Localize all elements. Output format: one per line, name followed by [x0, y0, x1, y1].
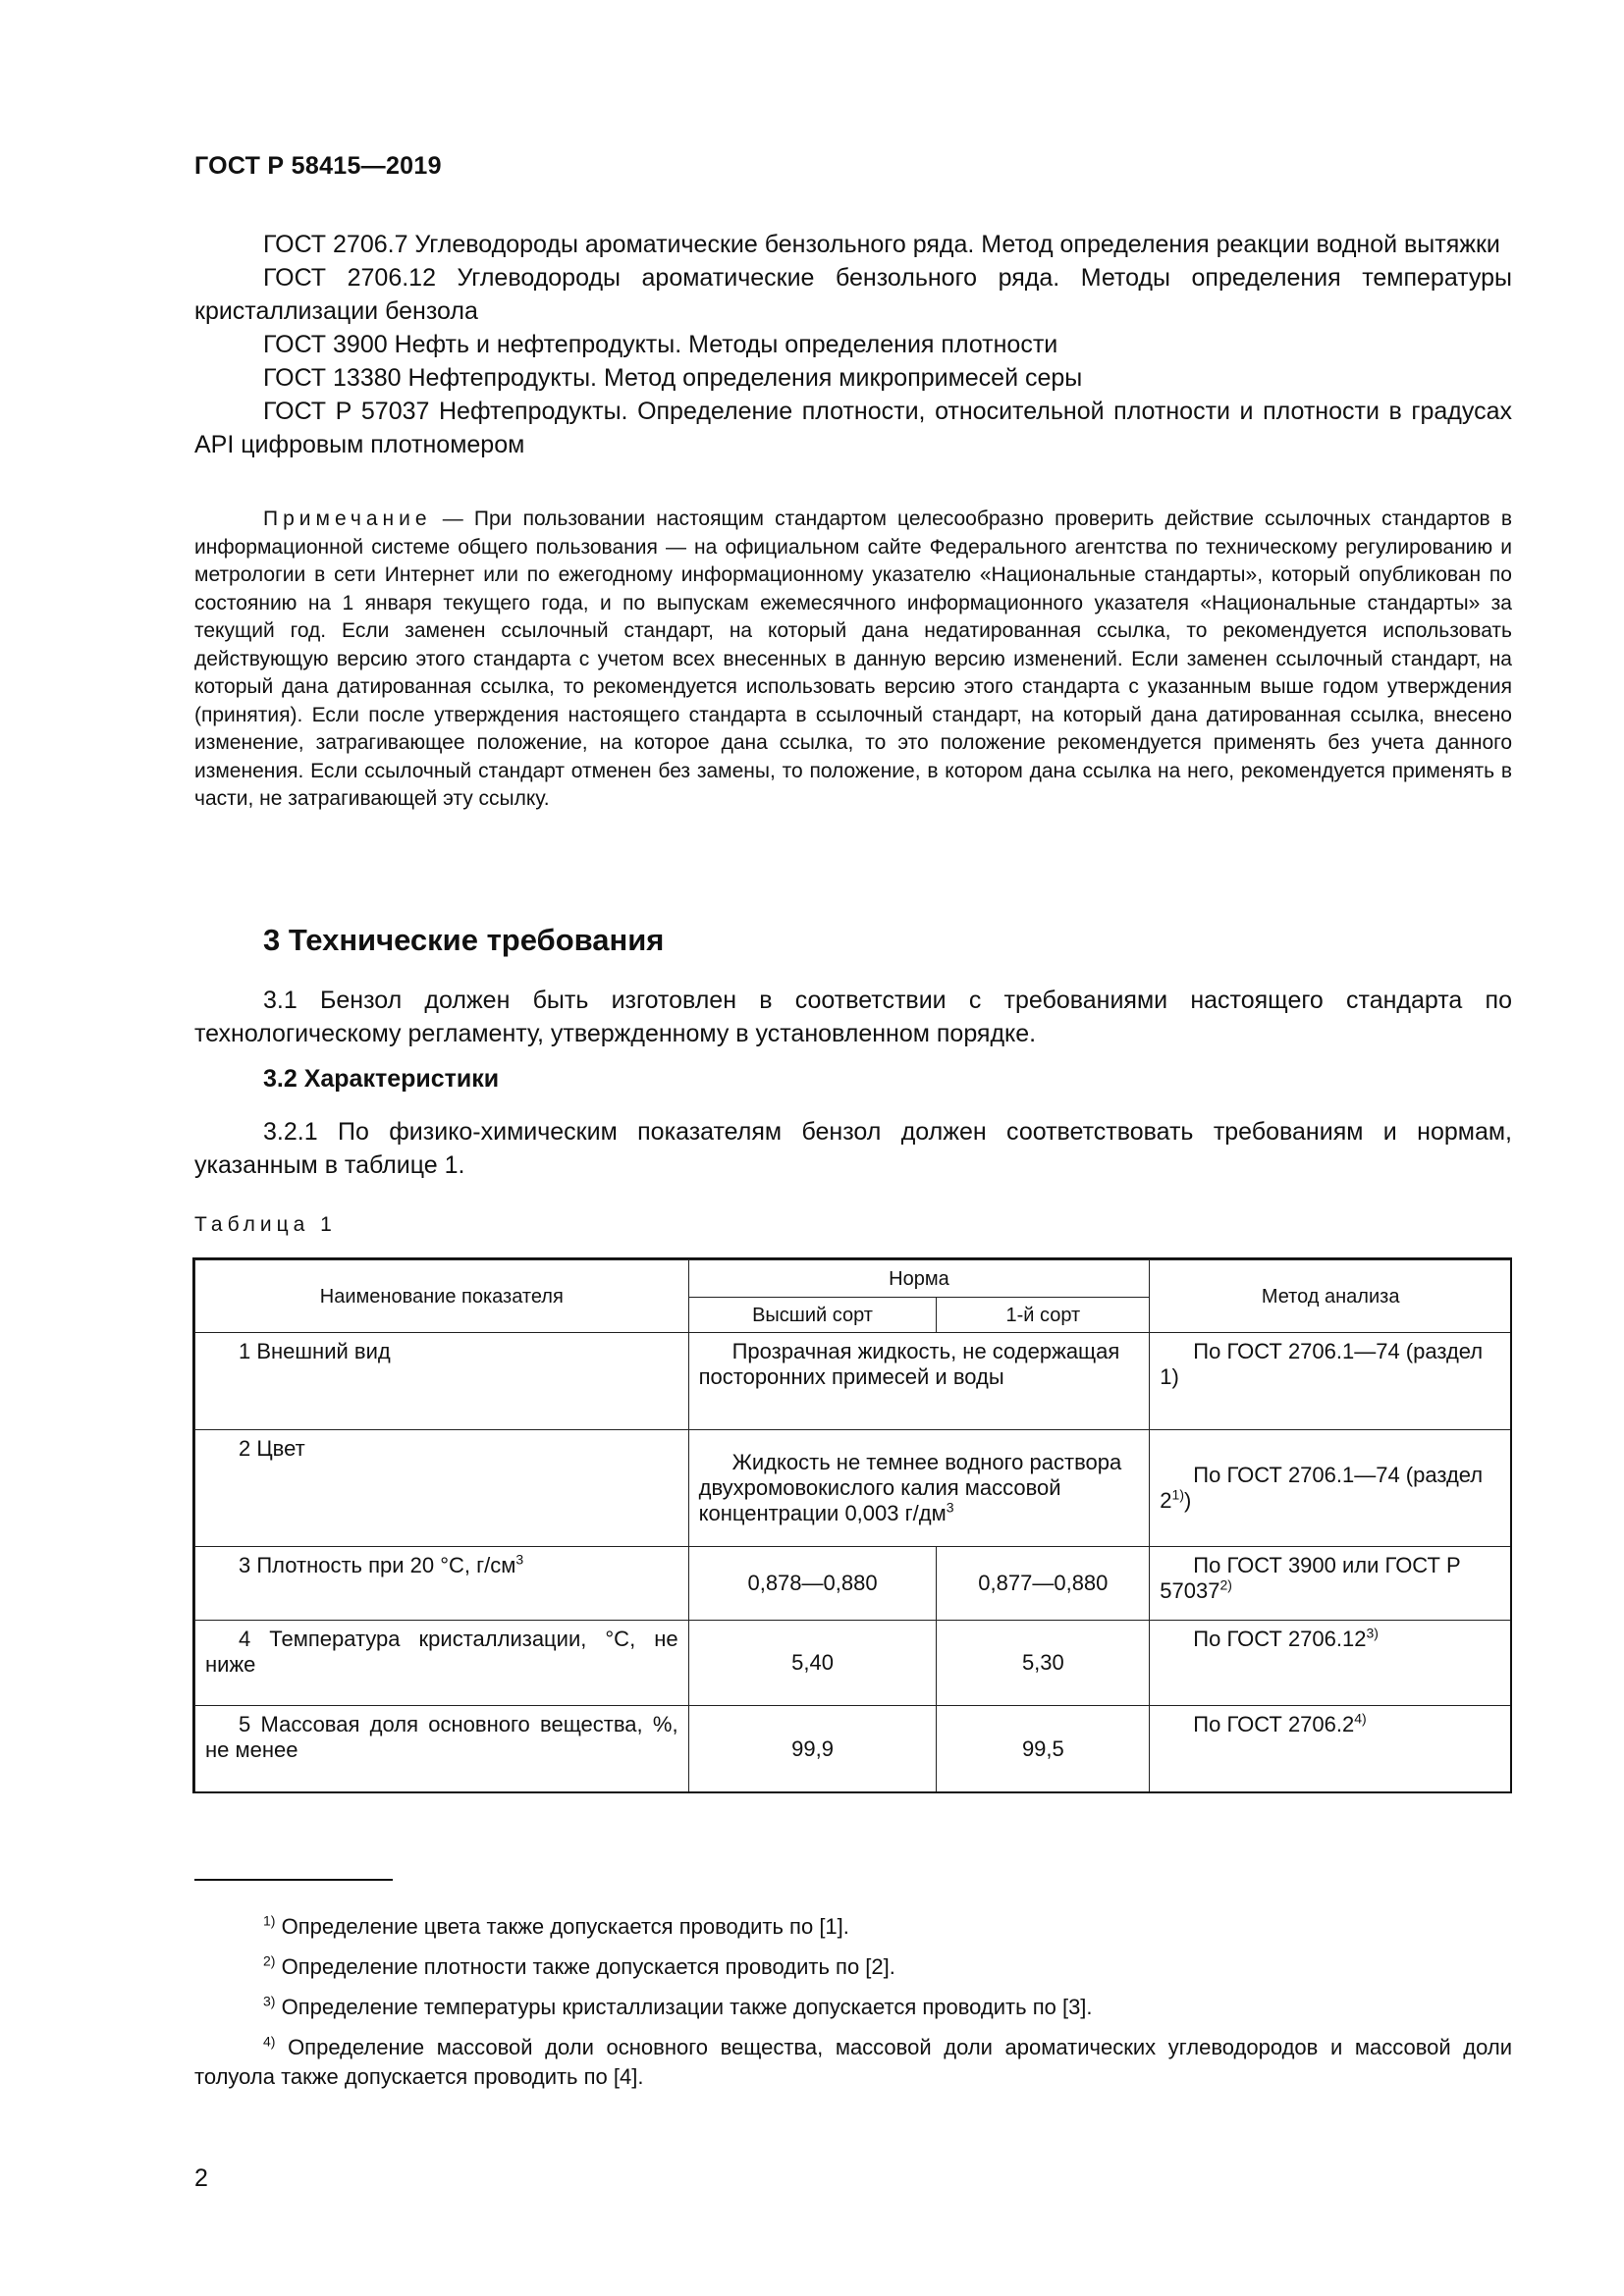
- row-norm: Прозрачная жидкость, не содержащая посторонних примесей и воды: [688, 1333, 1150, 1430]
- table-row: [195, 1621, 1512, 1706]
- table-header-row: [195, 1260, 1512, 1298]
- page-number: 2: [194, 2164, 208, 2192]
- note-paragraph: [194, 506, 1512, 814]
- paragraph-3-1: 3.1 Бензол должен быть изготовлен в соответствии с требованиями настоящего стандарта по технологическому регламенту, утвержденному в установленном порядке.: [194, 987, 1512, 1047]
- row-value-top: 5,40: [688, 1621, 937, 1706]
- row-name: 2 Цвет: [195, 1430, 689, 1547]
- row-value-first: 5,30: [937, 1621, 1150, 1706]
- reference-gost-2706-12: ГОСТ 2706.12 Углеводороды ароматические бензольного ряда. Методы определения температуры кристаллизации бензола: [194, 264, 1512, 325]
- subsection-title-3-2: 3.2 Характеристики: [263, 1065, 500, 1093]
- normative-references: [194, 228, 1512, 461]
- reference-gost-2706-7: ГОСТ 2706.7 Углеводороды ароматические бензольного ряда. Метод определения реакции водной вытяжки: [263, 231, 1500, 258]
- row-value-first: 99,5: [937, 1706, 1150, 1792]
- header-grade-first: 1-й сорт: [937, 1298, 1150, 1333]
- footnote-divider: [194, 1879, 393, 1881]
- footnote-4: $^{4)}$ Определение массовой доли основного вещества, массовой доли ароматических углеводородов и массовой доли толуола также допускается проводить по [4].: [194, 2033, 1512, 2089]
- table-row: [195, 1430, 1512, 1547]
- row-name: 1 Внешний вид: [195, 1333, 689, 1430]
- row-name: 3 Плотность при 20 °С, $г/см^3$: [195, 1547, 689, 1621]
- row-name: 5 Массовая доля основного вещества, %, не менее: [195, 1706, 689, 1792]
- table-row: [195, 1706, 1512, 1792]
- footnote-3: $^{3)}$ Определение температуры кристаллизации также допускается проводить по [3].: [263, 1993, 1093, 2019]
- row-method: По ГОСТ 2706.1—74 (раздел 2$^{1)}$): [1150, 1430, 1512, 1547]
- header-name: Наименование показателя: [195, 1260, 689, 1333]
- document-header: ГОСТ Р 58415—2019: [194, 152, 442, 180]
- note-label: Примечание: [263, 507, 432, 530]
- row-value-top: 99,9: [688, 1706, 937, 1792]
- row-method: По ГОСТ 2706.2$^{4)}$: [1150, 1706, 1512, 1792]
- paragraph-3-2-1: 3.2.1 По физико-химическим показателям бензол должен соответствовать требованиям и нормам, указанным в таблице 1.: [194, 1118, 1512, 1179]
- footnote-1: $^{1)}$ Определение цвета также допускается проводить по [1].: [263, 1912, 849, 1939]
- requirements-table: [194, 1259, 1512, 1792]
- footnote-2: $^{2)}$ Определение плотности также допускается проводить по [2].: [263, 1952, 895, 1979]
- table-caption: Таблица 1: [194, 1213, 337, 1236]
- row-method: По ГОСТ 2706.12$^{3)}$: [1150, 1621, 1512, 1706]
- row-value-first: 0,877—0,880: [937, 1547, 1150, 1621]
- table-row: [195, 1333, 1512, 1430]
- reference-gost-3900: ГОСТ 3900 Нефть и нефтепродукты. Методы определения плотности: [263, 331, 1058, 358]
- row-method: По ГОСТ 3900 или ГОСТ Р 57037$^{2)}$: [1150, 1547, 1512, 1621]
- table-row: [195, 1547, 1512, 1621]
- row-method: По ГОСТ 2706.1—74 (раздел 1): [1150, 1333, 1512, 1430]
- row-name: 4 Температура кристаллизации, °С, не ниже: [195, 1621, 689, 1706]
- reference-gost-13380: ГОСТ 13380 Нефтепродукты. Метод определения микропримесей серы: [263, 364, 1083, 392]
- header-grade-top: Высший сорт: [688, 1298, 937, 1333]
- row-norm: Жидкость не темнее водного раствора двухромовокислого калия массовой концентрации 0,003 $г/дм^3$: [688, 1430, 1150, 1547]
- section-title: 3 Технические требования: [263, 923, 665, 957]
- reference-gost-r-57037: ГОСТ Р 57037 Нефтепродукты. Определение плотности, относительной плотности и плотности в градусах API цифровым плотномером: [194, 398, 1512, 458]
- header-method: Метод анализа: [1150, 1260, 1512, 1333]
- note-text: — При пользовании настоящим стандартом целесообразно проверить действие ссылочных стандартов в информационной системе общего пользования — на официальном сайте Федерального агентства по техническому регулированию и метрологии в сети Интернет или по ежегодному информационному указателю «Национальные стандарты», который опубликован по состоянию на 1 января текущего года, и по выпускам ежемесячного информационного указателя «Национальные стандарты» за текущий год. Если заменен ссылочный стандарт, на который дана недатированная ссылка, то рекомендуется использовать действующую версию этого стандарта с учетом всех внесенных в данную версию изменений. Если заменен ссылочный стандарт, на который дана датированная ссылка, то рекомендуется использовать версию этого стандарта с указанным выше годом утверждения (принятия). Если после утверждения настоящего стандарта в ссылочный стандарт, на который дана датированная ссылка, внесено изменение, затрагивающее положение, на которое дана ссылка, то это положение рекомендуется применять без учета данного изменения. Если ссылочный стандарт отменен без замены, то положение, в котором дана ссылка на него, рекомендуется применять в части, не затрагивающей эту ссылку.: [194, 507, 1512, 810]
- header-norm: Норма: [688, 1260, 1150, 1298]
- row-value-top: 0,878—0,880: [688, 1547, 937, 1621]
